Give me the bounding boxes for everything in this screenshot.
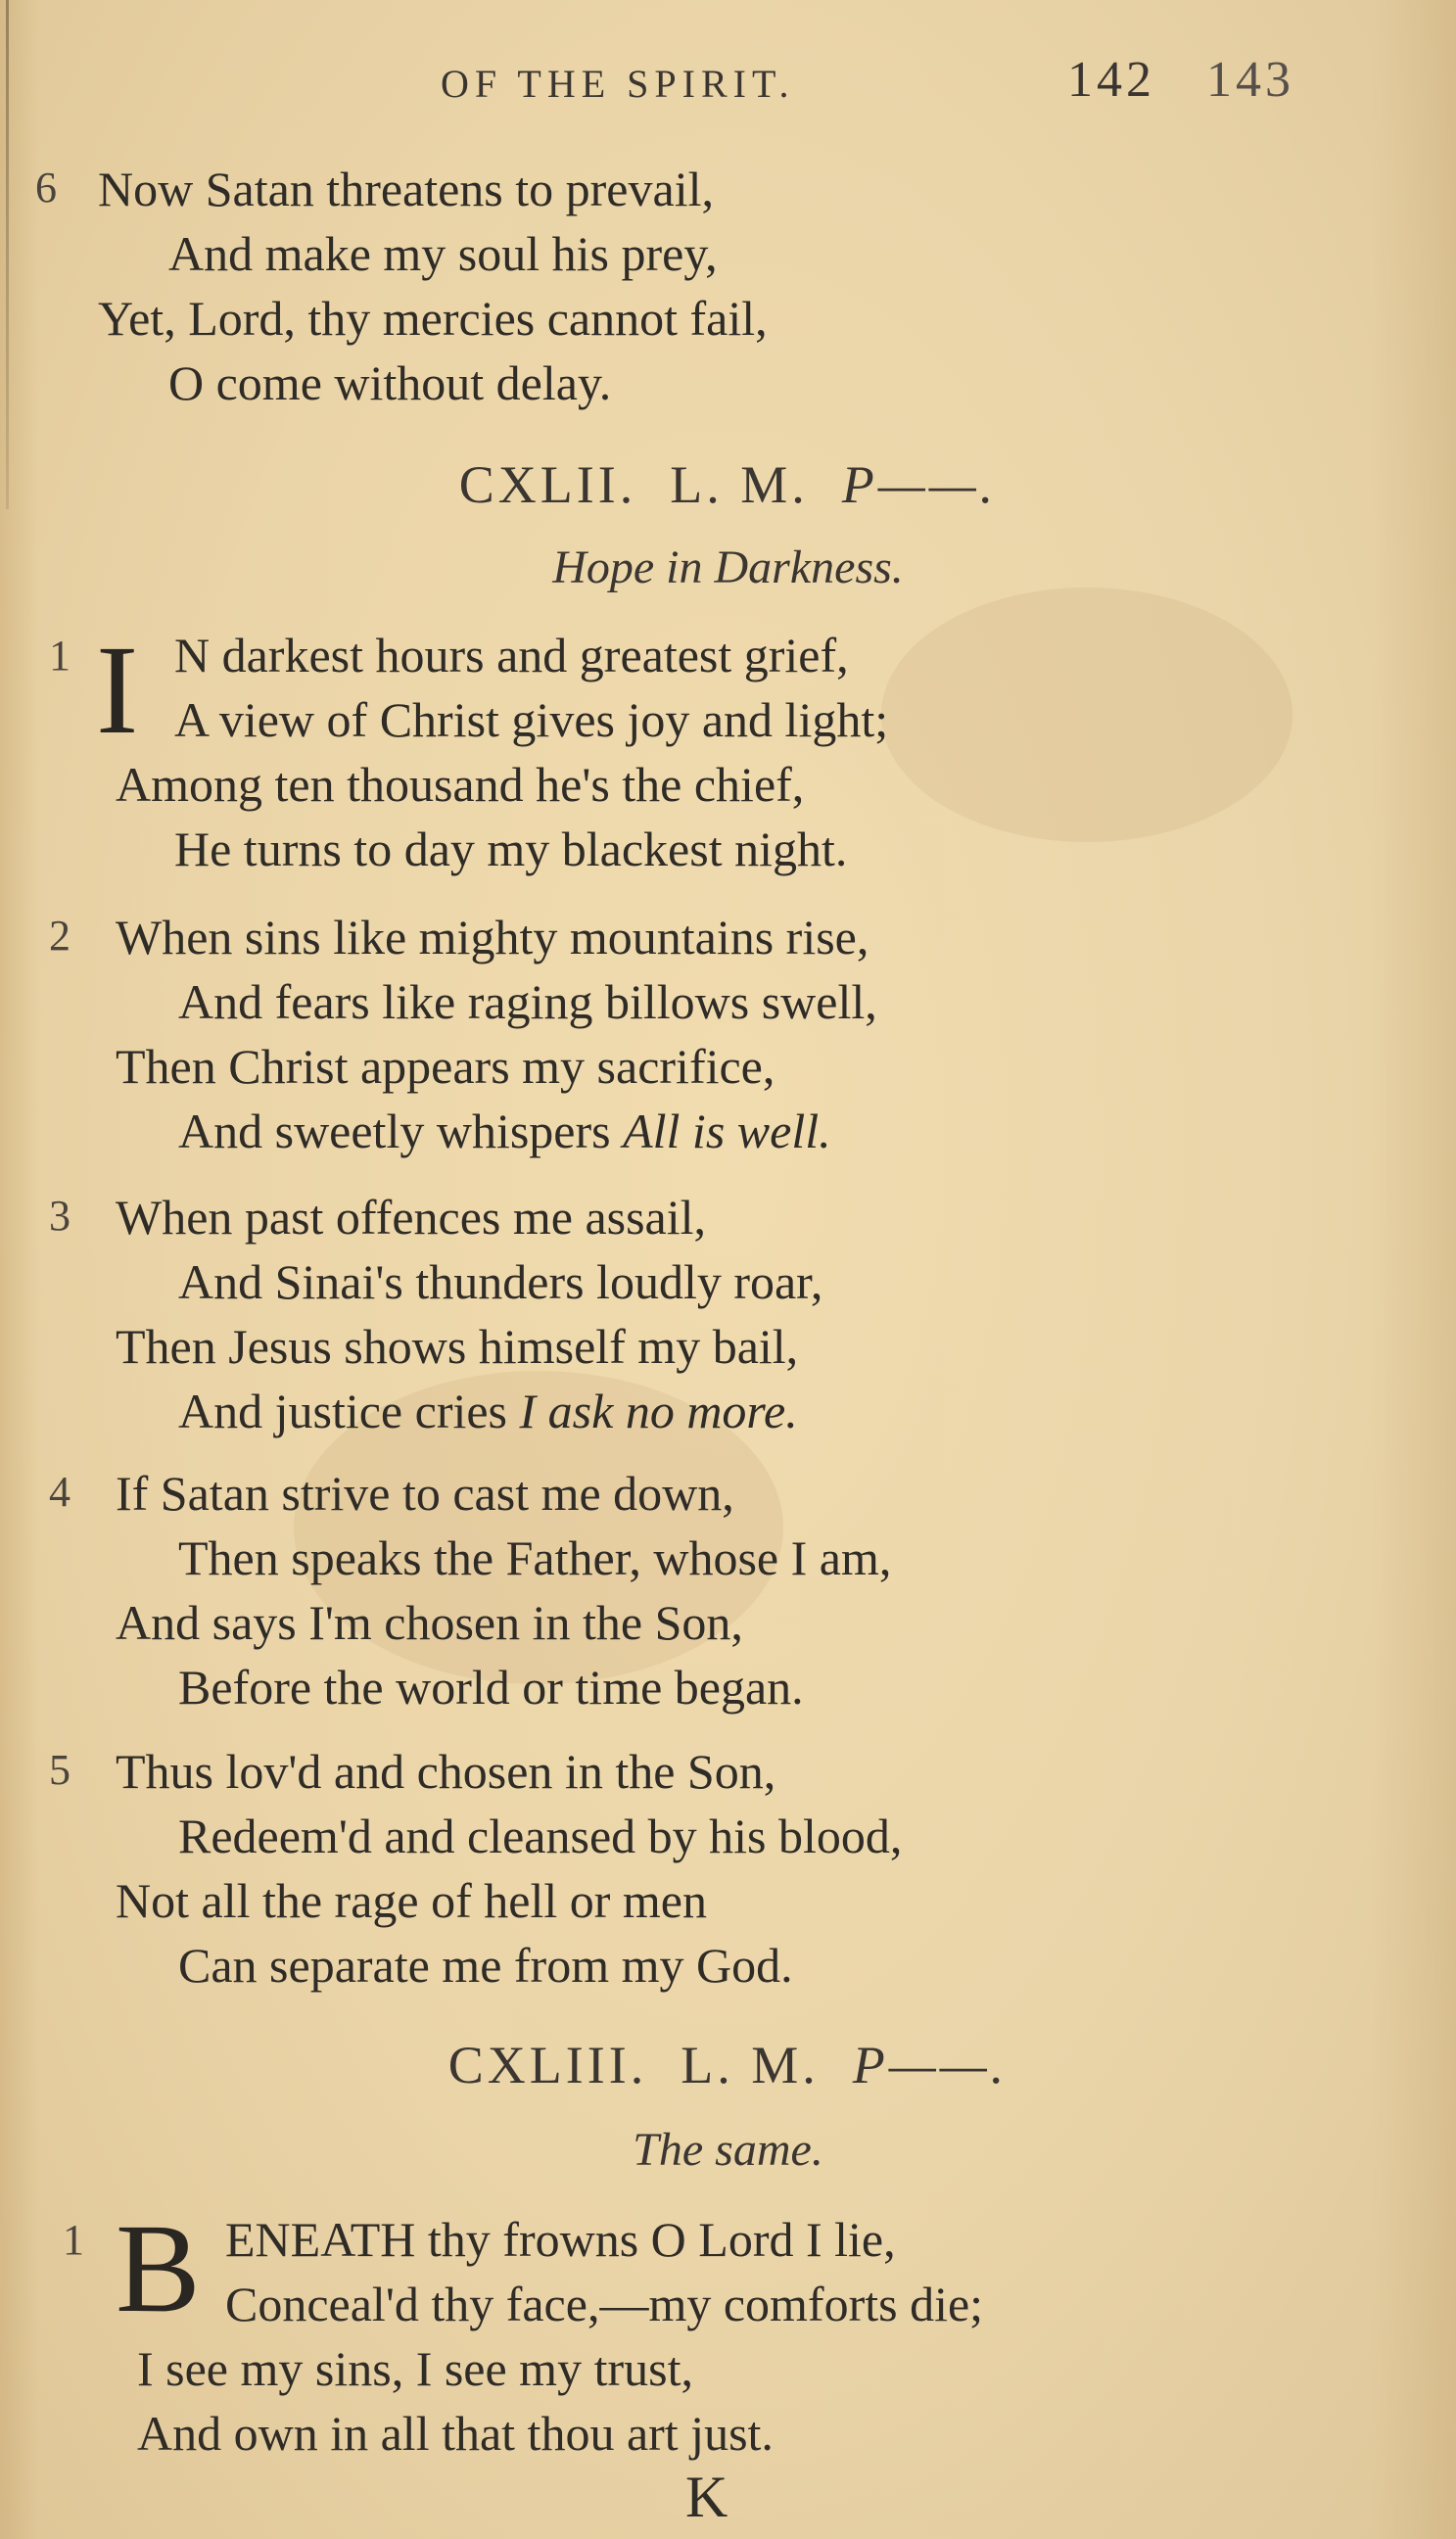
verse-line: When past offences me assail, <box>116 1190 707 1245</box>
verse-line: Then speaks the Father, whose I am, <box>178 1530 892 1585</box>
hymn-tune: P——. <box>841 455 998 514</box>
verse-line: If Satan strive to cast me down, <box>116 1466 734 1521</box>
verse-line: And says I'm chosen in the Son, <box>116 1595 743 1650</box>
verse-line: N darkest hours and greatest grief, <box>174 628 849 682</box>
verse-line: And make my soul his prey, <box>168 226 718 281</box>
hymn-subtitle: Hope in Darkness. <box>552 541 904 593</box>
page-number-next: 143 <box>1206 52 1294 108</box>
verse-line: Then Christ appears my sacrifice, <box>116 1039 775 1094</box>
hymn-subtitle: The same. <box>633 2124 823 2176</box>
verse-line: Thus lov'd and chosen in the Son, <box>116 1744 776 1799</box>
verse-line: Conceal'd thy face,—my comforts die; <box>225 2277 984 2331</box>
verse-line: When sins like mighty mountains rise, <box>116 910 869 964</box>
drop-cap: I <box>96 620 139 761</box>
hymn-heading <box>0 2036 1456 2094</box>
hymn-tune: P——. <box>852 2036 1009 2094</box>
running-title: OF THE SPIRIT. <box>441 62 795 106</box>
verse-line: A view of Christ gives joy and light; <box>174 692 889 747</box>
drop-cap: B <box>116 2198 201 2339</box>
verse-number: 3 <box>49 1192 70 1240</box>
verse-line-text: And sweetly whispers <box>178 1104 611 1158</box>
hymn-number: CXLII. <box>458 455 637 514</box>
verse-number: 4 <box>49 1468 70 1516</box>
verse-line: Can separate me from my God. <box>178 1938 793 1993</box>
verse-number: 6 <box>35 164 57 212</box>
verse-line: ENEATH thy frowns O Lord I lie, <box>225 2212 896 2267</box>
verse-line <box>178 1384 798 1438</box>
verse-line-emphasis: All is well. <box>623 1104 831 1158</box>
verse-line: Before the world or time began. <box>178 1660 804 1715</box>
verse-line: And fears like raging billows swell, <box>178 974 877 1029</box>
hymn-meter: L. M. <box>670 455 809 514</box>
hymn-number: CXLIII. <box>447 2036 648 2094</box>
verse-line-emphasis: I ask no more. <box>519 1384 798 1438</box>
page-number: 142 <box>1067 52 1155 108</box>
verse-number: 1 <box>63 2216 84 2264</box>
verse-line <box>178 1104 831 1158</box>
verse-number: 1 <box>49 632 70 680</box>
verse-line: Then Jesus shows himself my bail, <box>116 1319 799 1374</box>
verse-line: And Sinai's thunders loudly roar, <box>178 1254 823 1309</box>
verse-line: O come without delay. <box>168 355 612 410</box>
paper-stain <box>881 588 1292 842</box>
verse-number: 2 <box>49 912 70 960</box>
hymn-meter: L. M. <box>681 2036 820 2094</box>
verse-line: Redeem'd and cleansed by his blood, <box>178 1809 903 1863</box>
verse-line: Not all the rage of hell or men <box>116 1873 707 1928</box>
page-header <box>0 52 1456 119</box>
verse-line: He turns to day my blackest night. <box>174 822 848 876</box>
verse-line: Yet, Lord, thy mercies cannot fail, <box>98 291 768 346</box>
verse-line: Now Satan threatens to prevail, <box>98 162 714 216</box>
verse-line: I see my sins, I see my trust, <box>137 2341 693 2396</box>
verse-line: And own in all that thou art just. <box>137 2406 774 2461</box>
hymn-heading <box>0 455 1456 514</box>
signature-mark: K <box>685 2465 728 2529</box>
verse-line-text: And justice cries <box>178 1384 508 1438</box>
verse-line: Among ten thousand he's the chief, <box>116 757 805 812</box>
verse-number: 5 <box>49 1746 70 1794</box>
